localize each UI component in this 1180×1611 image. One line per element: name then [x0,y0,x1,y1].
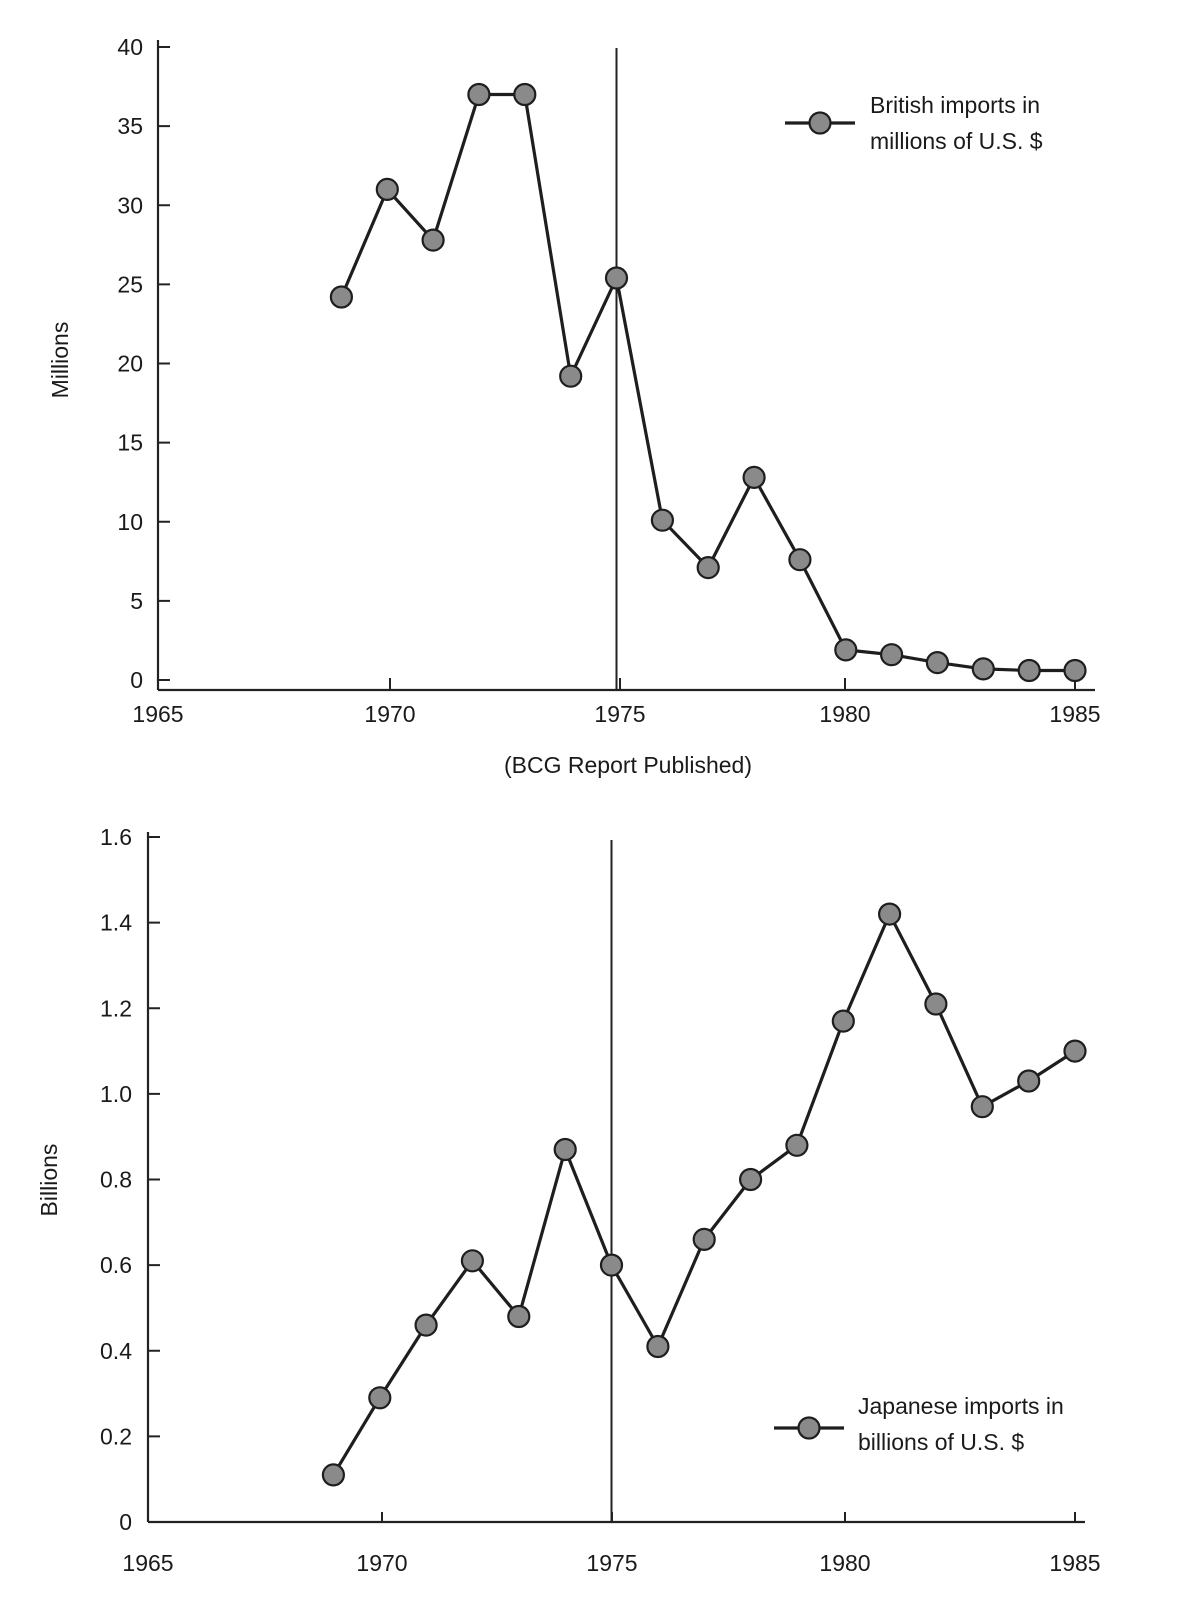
japanese-legend-label-line2: billions of U.S. $ [858,1429,1025,1455]
british-legend-label-line1: British imports in [870,92,1040,118]
japanese-point-1977 [694,1229,715,1250]
british-point-1975 [606,268,627,289]
japanese-point-1973 [508,1306,529,1327]
british-y-tick-label: 10 [117,508,143,535]
british-point-1974 [560,366,581,387]
japanese-series-line [333,914,1075,1475]
japanese-y-tick-label: 1.0 [100,1080,132,1107]
japanese-point-1982 [925,994,946,1015]
japanese-point-1974 [555,1139,576,1160]
british-point-1977 [698,557,719,578]
japanese-point-1981 [879,904,900,925]
japanese-point-1971 [416,1315,437,1336]
japanese-point-1985 [1065,1041,1086,1062]
japanese-imports-chart [36,824,1101,1576]
japanese-y-tick-label: 0.6 [100,1252,132,1279]
japanese-x-tick-label: 1985 [1049,1550,1101,1576]
british-y-tick-label: 5 [130,587,143,614]
japanese-y-axis-title: Billions [36,1143,62,1217]
british-y-tick-label: 25 [117,271,143,298]
japanese-legend-label-line1: Japanese imports in [858,1393,1064,1419]
british-x-tick-label: 1975 [594,701,646,727]
japanese-point-1975 [601,1255,622,1276]
british-point-1983 [973,658,994,679]
british-y-tick-label: 35 [117,113,143,140]
british-point-1970 [377,179,398,200]
japanese-y-tick-label: 1.6 [100,824,132,850]
british-point-1979 [789,549,810,570]
british-legend-label-line2: millions of U.S. $ [870,128,1043,154]
british-y-tick-label: 30 [117,192,143,219]
british-point-1984 [1019,660,1040,681]
japanese-point-1984 [1018,1071,1039,1092]
british-y-tick-label: 40 [117,34,143,60]
british-y-tick-label: 0 [130,667,143,693]
japanese-point-1972 [462,1250,483,1271]
japanese-point-1980 [833,1011,854,1032]
british-point-1969 [331,287,352,308]
british-series-line [341,95,1075,671]
bcg-report-annotation: (BCG Report Published) [504,752,752,778]
japanese-x-tick-label: 1975 [586,1550,638,1576]
british-point-1978 [744,467,765,488]
japanese-y-tick-label: 0 [119,1509,132,1535]
british-point-1982 [927,652,948,673]
japanese-y-tick-label: 1.2 [100,995,132,1022]
british-x-tick-label: 1965 [132,701,184,727]
japanese-x-tick-label: 1970 [356,1550,408,1576]
british-x-tick-label: 1970 [364,701,416,727]
british-point-1981 [881,644,902,665]
japanese-point-1969 [323,1464,344,1485]
japanese-x-tick-label: 1965 [122,1550,174,1576]
british-point-1985 [1065,660,1086,681]
japanese-y-tick-label: 0.4 [100,1337,132,1364]
japanese-point-1976 [647,1336,668,1357]
japanese-point-1970 [369,1387,390,1408]
british-point-1976 [652,510,673,531]
british-point-1971 [423,230,444,251]
british-x-tick-label: 1985 [1049,701,1101,727]
japanese-y-tick-label: 0.8 [100,1166,132,1193]
japanese-point-1978 [740,1169,761,1190]
japanese-legend-marker [799,1418,820,1439]
british-y-axis-title: Millions [47,321,73,399]
british-imports-chart [47,34,1101,778]
british-point-1980 [835,639,856,660]
british-legend-marker [810,113,831,134]
japanese-x-tick-label: 1980 [819,1550,871,1576]
british-y-tick-label: 15 [117,429,143,456]
british-point-1973 [514,84,535,105]
british-x-tick-label: 1980 [819,701,871,727]
british-y-tick-label: 20 [117,350,143,377]
british-point-1972 [468,84,489,105]
japanese-y-tick-label: 1.4 [100,909,132,936]
japanese-point-1979 [786,1135,807,1156]
japanese-point-1983 [972,1096,993,1117]
japanese-y-tick-label: 0.2 [100,1423,132,1450]
